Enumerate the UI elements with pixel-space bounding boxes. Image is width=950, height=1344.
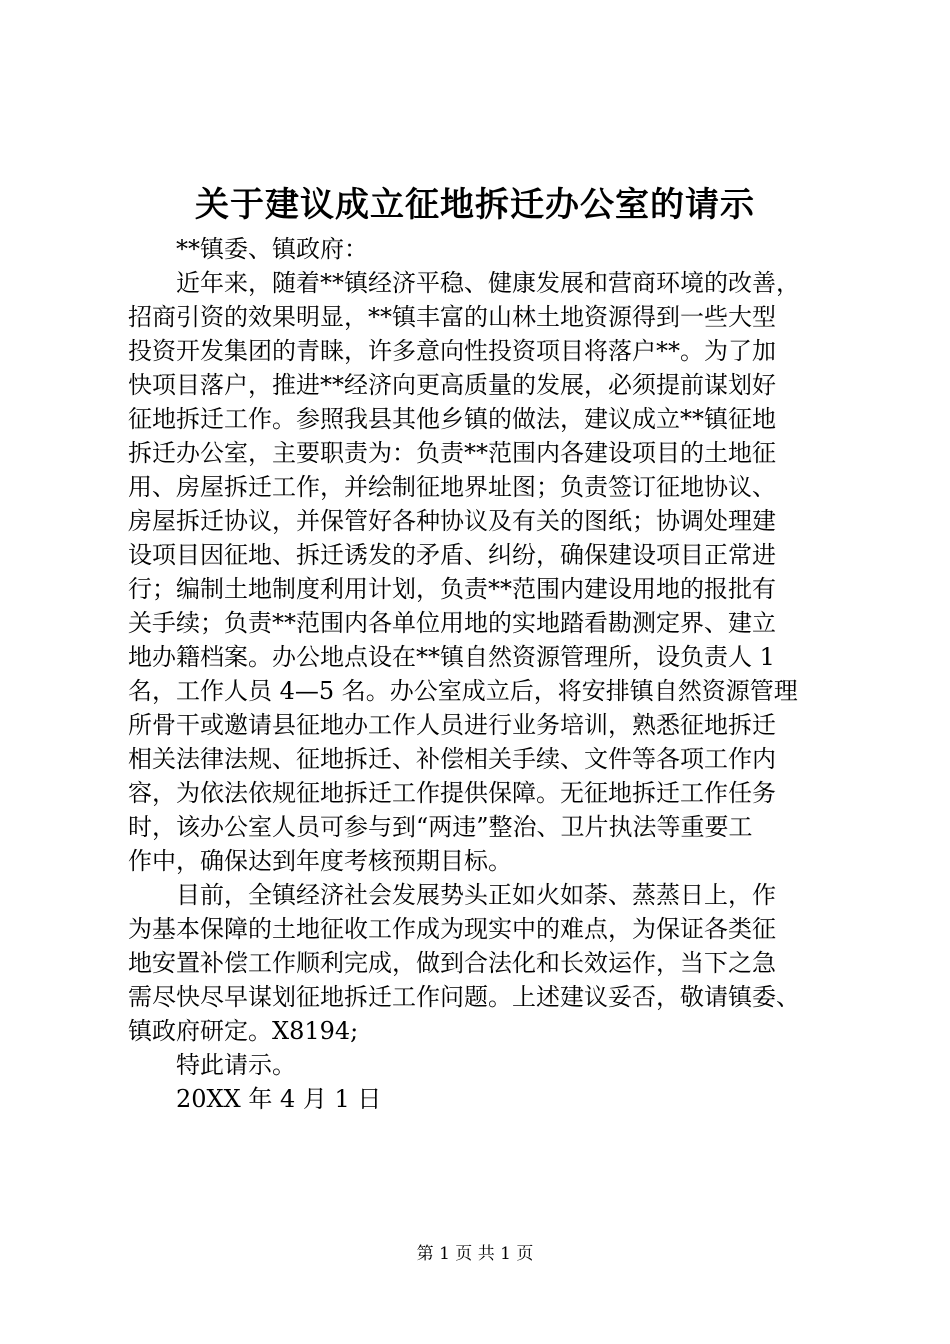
- page-footer: 第 1 页 共 1 页: [416, 1244, 534, 1264]
- text-line: 拆迁办公室，主要职责为：负责**范围内各建设项目的土地征: [128, 439, 776, 467]
- text-line: 关手续；负责**范围内各单位用地的实地踏看勘测定界、建立: [128, 609, 776, 637]
- paragraph-2: [128, 878, 830, 1048]
- text-line: 作中，确保达到年度考核预期目标。: [128, 847, 512, 875]
- salutation: **镇委、镇政府：: [176, 235, 368, 263]
- text-line: 镇政府研定。X8194;: [128, 1017, 359, 1045]
- text-line: 容，为依法依规征地拆迁工作提供保障。无征地拆迁工作任务: [128, 779, 776, 807]
- text-line: 目前，全镇经济社会发展势头正如火如荼、蒸蒸日上，作: [176, 881, 776, 909]
- text-line: 征地拆迁工作。参照我县其他乡镇的做法，建议成立**镇征地: [128, 405, 776, 433]
- text-line: 招商引资的效果明显，**镇丰富的山林土地资源得到一些大型: [128, 303, 776, 331]
- text-line: 名，工作人员 4—5 名。办公室成立后，将安排镇自然资源管理: [128, 677, 798, 705]
- text-line: 时，该办公室人员可参与到“两违”整治、卫片执法等重要工: [128, 813, 753, 841]
- text-line: 投资开发集团的青睐，许多意向性投资项目将落户**。为了加: [128, 337, 776, 365]
- document-title: 关于建议成立征地拆迁办公室的请示: [195, 185, 755, 225]
- text-line: 用、房屋拆迁工作，并绘制征地界址图；负责签订征地协议、: [128, 473, 776, 501]
- text-line: 所骨干或邀请县征地办工作人员进行业务培训，熟悉征地拆迁: [128, 711, 776, 739]
- text-line: 行；编制土地制度利用计划，负责**范围内建设用地的报批有: [128, 575, 776, 603]
- paragraph-1: [128, 266, 830, 878]
- text-line: 快项目落户，推进**经济向更高质量的发展，必须提前谋划好: [128, 371, 776, 399]
- document-body: [128, 232, 830, 1116]
- closing: 特此请示。: [176, 1051, 296, 1079]
- text-line: 地安置补偿工作顺利完成，做到合法化和长效运作，当下之急: [128, 949, 776, 977]
- text-line: 设项目因征地、拆迁诱发的矛盾、纠纷，确保建设项目正常进: [128, 541, 776, 569]
- text-line: 地办籍档案。办公地点设在**镇自然资源管理所，设负责人 1: [128, 643, 775, 671]
- text-line: 需尽快尽早谋划征地拆迁工作问题。上述建议妥否，敬请镇委、: [128, 983, 800, 1011]
- text-line: 为基本保障的土地征收工作成为现实中的难点，为保证各类征: [128, 915, 776, 943]
- text-line: 相关法律法规、征地拆迁、补偿相关手续、文件等各项工作内: [128, 745, 776, 773]
- text-line: 房屋拆迁协议，并保管好各种协议及有关的图纸；协调处理建: [128, 507, 776, 535]
- text-line: 近年来，随着**镇经济平稳、健康发展和营商环境的改善，: [176, 269, 800, 297]
- date: 20XX 年 4 月 1 日: [176, 1085, 382, 1113]
